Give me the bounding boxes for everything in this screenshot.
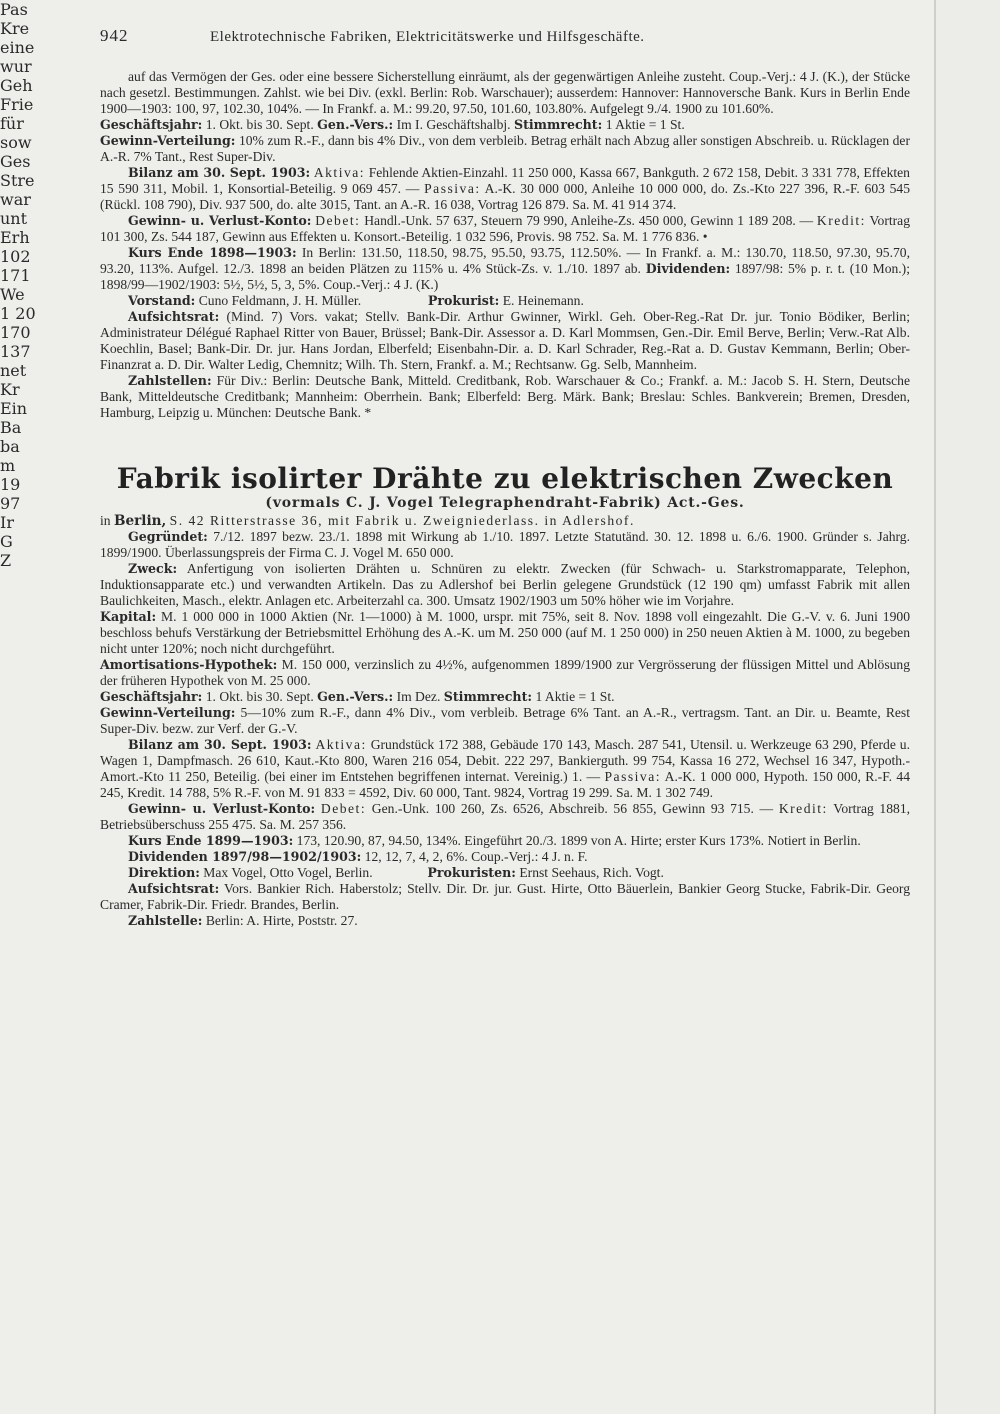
adjacent-fragment: unt	[0, 209, 28, 228]
gegruendet-label: Gegründet:	[128, 529, 208, 544]
bilanz-label: Bilanz am 30. Sept. 1903:	[128, 737, 312, 752]
prokurist-value: E. Heinemann.	[502, 293, 584, 308]
hypothek-value: M. 150 000, verzinslich zu 4½%, aufgenommen 1899/1900 zur Vergrösserung der flüssigen Mittel und Ablösung der früheren Hypothek von M. 25 000.	[100, 657, 911, 688]
company-title: Fabrik isolirter Drähte zu elektrischen Zwecken	[116, 462, 894, 495]
direktion-value: Max Vogel, Otto Vogel, Berlin.	[203, 865, 373, 880]
prokurist-label: Prokurist:	[427, 293, 500, 308]
dividenden-label: Dividenden 1897/98—1902/1903:	[128, 849, 362, 864]
kapital-paragraph	[100, 609, 910, 657]
direktion-label: Direktion:	[128, 865, 200, 880]
zahlstellen-value: Für Div.: Berlin: Deutsche Bank, Mitteld. Creditbank, Rob. Warschauer & Co.; Frankf. a. M.: Jacob S. H. Stern, Deutsche Bank, Mitteldeutsche Creditbank; Mannheim: Oberrhein. Bank; Elberfeld: Berg. Märk. Bank; Breslau: Schles. Bankverein; Bremen, Dresden, Hamburg, Leipzig u. München: Deutsche Bank. *	[100, 373, 910, 420]
debet-word: Debet:	[315, 213, 361, 228]
kurs-value: 173, 120.90, 87, 94.50, 134%. Eingeführt 20./3. 1899 von A. Hirte; erster Kurs 173%. Notiert in Berlin.	[296, 833, 861, 848]
bilanz-paragraph-2	[100, 737, 910, 801]
page-body	[100, 28, 910, 929]
adjacent-fragment: wur	[0, 57, 32, 76]
page-number: 942	[100, 26, 129, 45]
zahlstelle-paragraph	[100, 913, 910, 929]
dividenden-label: Dividenden:	[645, 261, 731, 276]
running-title: Elektrotechnische Fabriken, Elektricitätswerke und Hilfsgeschäfte.	[210, 29, 645, 45]
aktiva-word: Aktiva:	[313, 165, 366, 180]
genvers-value: Im I. Geschäftshalbj.	[396, 117, 511, 132]
vorstand-paragraph	[100, 293, 910, 309]
location-line	[100, 513, 910, 529]
geschaeftsjahr-label: Geschäftsjahr:	[100, 117, 203, 132]
adjacent-fragment: net	[0, 361, 27, 380]
zahlstelle-value: Berlin: A. Hirte, Poststr. 27.	[205, 913, 358, 928]
location-value: S. 42 Ritterstrasse 36, mit Fabrik u. Zweigniederlass. in Adlershof.	[169, 513, 635, 528]
geschaeftsjahr-value: 1. Okt. bis 30. Sept.	[205, 689, 314, 704]
kapital-value: M. 1 000 000 in 1000 Aktien (Nr. 1—1000) à M. 1000, urspr. mit 75%, seit 8. Nov. 1898 voll eingezahlt. Die G.-V. v. 6. Juni 1900 beschloss behufs Verstärkung der Betriebsmittel Erhöhung des A.-K. um M. 250 000 (auf M. 1 250 000) in 250 neuen Aktien à M. 1000, zu begeben nicht unter 120%; noch nicht durchgeführt.	[100, 609, 910, 656]
kurs-value: In Berlin: 131.50, 118.50, 98.75, 95.50, 93.75, 112.50%. — In Frankf. a. M.: 130.70, 118.50, 97.30, 95.70, 93.20, 113%. Aufgel. 12./3. 1898 an beiden Plätzen zu 115% u. 4% Stück-Zs. v. 1./10. 1897 ab.	[100, 245, 910, 276]
adjacent-fragment: 97	[0, 494, 21, 513]
adjacent-fragment: ba	[0, 437, 20, 456]
adjacent-fragment: Ba	[0, 418, 22, 437]
location-prefix: in	[100, 513, 111, 528]
adjacent-fragment: Ein	[0, 399, 28, 418]
direktion-paragraph	[100, 865, 910, 881]
adjacent-fragment: 171	[0, 266, 31, 285]
stimmrecht-value: 1 Aktie = 1 St.	[605, 117, 685, 132]
adjacent-fragment: 137	[0, 342, 31, 361]
adjacent-fragment: 19	[0, 475, 21, 494]
adjacent-fragment: Ir	[0, 513, 14, 532]
adjacent-fragment: sow	[0, 133, 32, 152]
bond-terms-text: auf das Vermögen der Ges. oder eine bessere Sicherstellung einräumt, als der gegenwärtigen Anleihe zusteht. Coup.-Verj.: 4 J. (K.), der Stücke nach gesetzl. Bestimmungen. Zahlst. wie bei Div. (exkl. Berlin: Rob. Warschauer); ausserdem: Hannover: Hannoversche Bank. Kurs in Berlin Ende 1900—1903: 100, 97, 102.30, 104%. — In Frankf. a. M.: 99.20, 97.50, 101.60, 103.80%. Aufgelegt 9./4. 1900 zu 101.60%.	[100, 69, 910, 116]
zweck-value: Anfertigung von isolierten Drähten u. Schnüren zu elektr. Zwecken (für Schwach- u. Starkstromapparate, Telephon, Induktionsapparate etc.) und verwandten Artikeln. Das zu Adlershof bei Berlin gelegene Grundstück (12 190 qm) umfasst Fabrik mit allen Baulichkeiten, Masch., elektr. Anlagen etc. Arbeiterzahl ca. 300. Umsatz 1902/1903 um 50% höher wie im Vorjahre.	[100, 561, 910, 608]
city-name: Berlin,	[113, 513, 167, 529]
adjacent-fragment: 1 20	[0, 304, 36, 323]
kurs-label: Kurs Ende 1898—1903:	[128, 245, 297, 260]
geschaeftsjahr-label: Geschäftsjahr:	[100, 689, 203, 704]
kredit-word: Kredit:	[778, 801, 828, 816]
passiva-word: Passiva:	[604, 769, 662, 784]
gewinn-value: 10% zum R.-F., dann bis 4% Div., von dem verbleib. Betrag erhält nach Abzug aller sonstigen Abschreib. u. Rücklagen der A.-R. 7% Tant., Rest Super-Div.	[100, 133, 910, 164]
adjacent-fragment: war	[0, 190, 31, 209]
adjacent-fragment: eine	[0, 38, 35, 57]
hypothek-label: Amortisations-Hypothek:	[100, 657, 278, 672]
debet-word: Debet:	[320, 801, 367, 816]
dividenden-value: 12, 12, 7, 4, 2, 6%. Coup.-Verj.: 4 J. n. F.	[364, 849, 588, 864]
gewinn-value: 5—10% zum R.-F., dann 4% Div., vom verbleib. Betrage 6% Tant. an A.-R., vertragsm. Tant. an Dir. u. Beamte, Rest Super-Div. bezw. zur Verf. der G.-V.	[100, 705, 910, 736]
kurs-paragraph-2	[100, 833, 910, 849]
bilanz-label: Bilanz am 30. Sept. 1903:	[128, 165, 311, 180]
gegruendet-paragraph	[100, 529, 910, 561]
passiva-value: A.-K. 1 000 000, Hypoth. 150 000, R.-F. 44 245, Kredit. 14 788, 5% R.-F. von M. 91 833 = 4592, Div. 60 000, Tant. 9824, Vortrag 19 299. Sa. M. 1 302 749.	[100, 769, 910, 800]
company-subtitle: (vormals C. J. Vogel Telegraphendraht-Fabrik) Act.-Ges.	[265, 495, 745, 511]
stimmrecht-value: 1 Aktie = 1 St.	[535, 689, 615, 704]
bilanz-value: Fehlende Aktien-Einzahl. 11 250 000, Kassa 667, Bankguth. 2 672 158, Debit. 3 331 778, Effekten 15 590 311, Mobil. 1, Konsortial-Beteilig. 9 069 457. —	[100, 165, 910, 196]
kurs-paragraph	[100, 245, 910, 293]
aufsichtsrat-label: Aufsichtsrat:	[128, 881, 220, 896]
aufsichtsrat-label: Aufsichtsrat:	[128, 309, 220, 324]
aufsichtsrat-paragraph	[100, 309, 910, 373]
guv-value: Gen.-Unk. 100 260, Zs. 6526, Abschreib. 56 855, Gewinn 93 715. —	[371, 801, 774, 816]
adjacent-fragment: Geh	[0, 76, 33, 95]
adjacent-fragment: Stre	[0, 171, 35, 190]
geschaeftsjahr-value: 1. Okt. bis 30. Sept.	[205, 117, 314, 132]
aufsichtsrat-paragraph-2	[100, 881, 910, 913]
kurs-label: Kurs Ende 1899—1903:	[128, 833, 294, 848]
zahlstelle-label: Zahlstelle:	[128, 913, 203, 928]
vorstand-label: Vorstand:	[128, 293, 196, 308]
adjacent-fragment: Ges	[0, 152, 31, 171]
zweck-label: Zweck:	[128, 561, 178, 576]
dividenden-paragraph-2	[100, 849, 910, 865]
company-entry-1	[100, 69, 910, 421]
fiscal-line	[100, 117, 910, 133]
zahlstellen-label: Zahlstellen:	[128, 373, 212, 388]
hypothek-paragraph	[100, 657, 910, 689]
kapital-label: Kapital:	[100, 609, 157, 624]
stimmrecht-label: Stimmrecht:	[443, 689, 533, 704]
guv-label: Gewinn- u. Verlust-Konto:	[128, 213, 312, 228]
adjacent-fragment: Pas	[0, 0, 28, 19]
gewinn-label: Gewinn-Verteilung:	[100, 705, 236, 720]
adjacent-fragment: Z	[0, 551, 12, 570]
aufsichtsrat-value: (Mind. 7) Vors. vakat; Stellv. Bank-Dir. Arthur Gwinner, Wirkl. Geh. Ober-Reg.-Rat Dr. jur. Tonio Bödiker, Berlin; Administrateur Délégué Raphael Ritter von Bauer, Brüssel; Bank-Dir. Assessor a. D. Karl Mommsen, Gen.-Dir. Emil Berve, Berlin; Verw.-Rat Alb. Koechlin, Basel; Bank-Dir. Dr. jur. Hans Jordan, Elberfeld; Eisenbahn-Dir. a. D. Karl Schrader, Reg.-Rat a. D. Gustav Kemmann, Berlin; Ober-Finanzrat a. D. Dir. Walter Ledig, Chemnitz; Wilh. Th. Stern, Frankf. a. M.; Rechtsanw. Gg. Selb, Mannheim.	[100, 309, 910, 372]
zahlstellen-paragraph	[100, 373, 910, 421]
dividenden-value: 1897/98: 5% p. r. t. (10 Mon.); 1898/99—1902/1903: 5½, 5½, 5, 3, 5%. Coup.-Verj.: 4 J. (K.)	[100, 261, 910, 292]
adjacent-fragment: m	[0, 456, 16, 475]
guv-kredit-value: Vortrag 101 300, Zs. 544 187, Gewinn aus Effekten u. Konsort.-Beteilig. 1 032 596, Provis. 98 752. Sa. M. 1 776 836. •	[100, 213, 910, 244]
guv-value: Handl.-Unk. 57 637, Steuern 79 990, Anleihe-Zs. 450 000, Gewinn 1 189 208. —	[364, 213, 814, 228]
aktiva-word: Aktiva:	[315, 737, 367, 752]
kredit-word: Kredit:	[816, 213, 866, 228]
gewinn-label: Gewinn-Verteilung:	[100, 133, 236, 148]
genvers-label: Gen.-Vers.:	[317, 689, 394, 704]
bilanz-value: Grundstück 172 388, Gebäude 170 143, Masch. 287 541, Utensil. u. Werkzeuge 63 290, Pferde u. Wagen 1, Dampfmasch. 26 610, Kaut.-Kto 800, Waren 216 054, Debit. 222 297, Bankierguth. 99 754, Kassa 16 272, Wechsel 16 347, Hypoth.-Amort.-Kto 11 250, Beteilig. (bei einer im Entstehen begriffenen internat. Vereinig.) 1. —	[100, 737, 910, 784]
stimmrecht-label: Stimmrecht:	[513, 117, 603, 132]
guv-paragraph	[100, 213, 910, 245]
genvers-label: Gen.-Vers.:	[317, 117, 394, 132]
vorstand-value: Cuno Feldmann, J. H. Müller.	[198, 293, 362, 308]
bilanz-paragraph	[100, 165, 910, 213]
guv-label: Gewinn- u. Verlust-Konto:	[128, 801, 316, 816]
gegruendet-value: 7./12. 1897 bezw. 23./1. 1898 mit Wirkung ab 1./10. 1897. Letzte Statutänd. 30. 12. 1898 u. 6./6. 1900. Gründer s. Jahrg. 1899/1900. Überlassungspreis der Firma C. J. Vogel M. 650 000.	[100, 529, 910, 560]
passiva-value: A.-K. 30 000 000, Anleihe 10 000 000, do. Zs.-Kto 227 396, R.-F. 603 545 (Rückl. 108 790), Div. 937 500, do. alte 3015, Tant. an A.-R. 16 038, Vortrag 126 879. Sa. M. 41 914 374.	[100, 181, 911, 212]
adjacent-fragment: Kr	[0, 380, 20, 399]
adjacent-fragment: 102	[0, 247, 31, 266]
adjacent-fragment: G	[0, 532, 13, 551]
passiva-word: Passiva:	[424, 181, 481, 196]
adjacent-fragment: 170	[0, 323, 31, 342]
aufsichtsrat-value: Vors. Bankier Rich. Haberstolz; Stellv. Dir. Dr. jur. Gust. Hirte, Otto Bäuerlein, Bankier Georg Stucke, Fabrik-Dir. Georg Cramer, Fabrik-Dir. Friedr. Brandes, Berlin.	[100, 881, 910, 912]
gewinn-verteilung-2	[100, 705, 910, 737]
adjacent-fragment: Frie	[0, 95, 34, 114]
adjacent-fragment: Kre	[0, 19, 30, 38]
prokuristen-value: Ernst Seehaus, Rich. Vogt.	[519, 865, 664, 880]
adjacent-fragment: für	[0, 114, 24, 133]
bond-terms-paragraph	[100, 69, 910, 117]
prokuristen-label: Prokuristen:	[427, 865, 516, 880]
page-header	[100, 28, 910, 45]
fiscal-line-2	[100, 689, 910, 705]
adjacent-page-edge	[934, 0, 1000, 1414]
adjacent-fragment: We	[0, 285, 25, 304]
guv-paragraph-2	[100, 801, 910, 833]
guv-kredit-value: Vortrag 1881, Betriebsüberschuss 255 475. Sa. M. 257 356.	[100, 801, 911, 832]
company-entry-2	[100, 463, 910, 929]
adjacent-fragment: Erh	[0, 228, 30, 247]
gewinn-verteilung	[100, 133, 910, 165]
zweck-paragraph	[100, 561, 910, 609]
genvers-value: Im Dez.	[396, 689, 441, 704]
